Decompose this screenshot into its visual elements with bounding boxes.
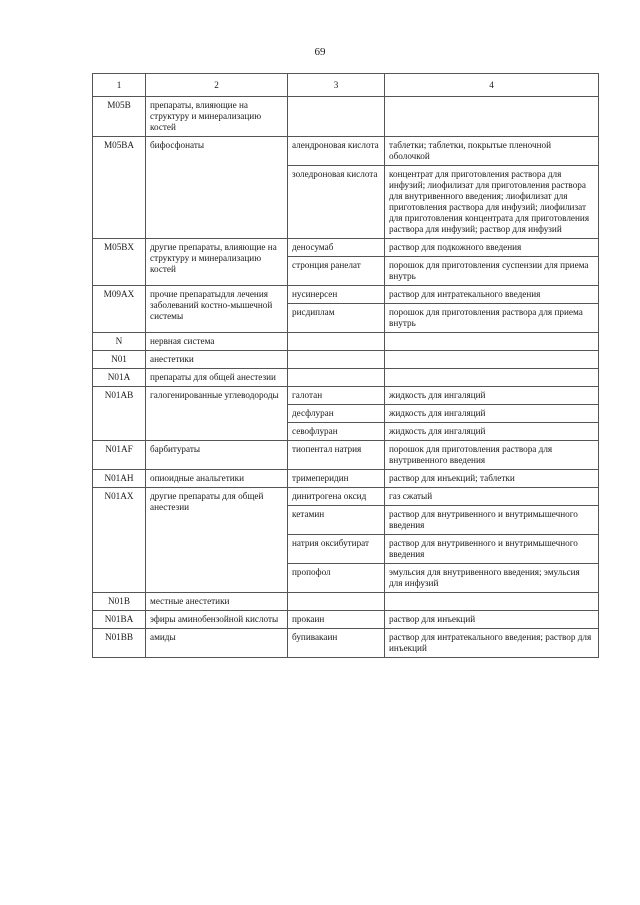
table-row [93, 333, 599, 351]
group-name-cell: анестетики [146, 351, 288, 369]
column-header: 3 [288, 74, 385, 97]
group-name-cell: барбитураты [146, 441, 288, 470]
table-row [93, 441, 599, 470]
group-name-cell: другие препараты, влияющие на структуру и минерализацию костей [146, 239, 288, 286]
table-body [93, 97, 599, 658]
dosage-form-cell: концентрат для приготовления раствора для инфузий; лиофилизат для приготовления раствора для внутривенного введения; лиофилизат для приготовления раствора для инфузий; лиофилизат для приготовления концентрата для приготовления раствора для инфузий; раствор для инфузий [385, 166, 599, 239]
drug-name-cell: бупивакаин [288, 629, 385, 658]
table-row [93, 470, 599, 488]
atc-code-cell: M05B [93, 97, 146, 137]
atc-code-cell: N01AB [93, 387, 146, 441]
group-name-cell: прочие препаратыдля лечения заболеваний костно-мышечной системы [146, 286, 288, 333]
drug-name-cell: пропофол [288, 564, 385, 593]
drug-name-cell [288, 97, 385, 137]
group-name-cell: амиды [146, 629, 288, 658]
atc-code-cell: N01AX [93, 488, 146, 593]
drug-name-cell: натрия оксибутират [288, 535, 385, 564]
dosage-form-cell: жидкость для ингаляций [385, 423, 599, 441]
dosage-form-cell: жидкость для ингаляций [385, 387, 599, 405]
dosage-form-cell: таблетки; таблетки, покрытые пленочной оболочкой [385, 137, 599, 166]
group-name-cell: нервная система [146, 333, 288, 351]
table-row [93, 351, 599, 369]
atc-code-cell: M05BX [93, 239, 146, 286]
drug-name-cell: динитрогена оксид [288, 488, 385, 506]
table-row [93, 629, 599, 658]
drug-name-cell: золедроновая кислота [288, 166, 385, 239]
table-header-row [93, 74, 599, 97]
dosage-form-cell: раствор для внутривенного и внутримышечного введения [385, 506, 599, 535]
atc-code-cell: M05BA [93, 137, 146, 239]
drug-name-cell [288, 369, 385, 387]
drug-name-cell: тримеперидин [288, 470, 385, 488]
atc-code-cell: N01 [93, 351, 146, 369]
drug-name-cell: севофлуран [288, 423, 385, 441]
atc-code-cell: N01B [93, 593, 146, 611]
drug-name-cell: стронция ранелат [288, 257, 385, 286]
drug-name-cell [288, 351, 385, 369]
group-name-cell: опиоидные анальгетики [146, 470, 288, 488]
drug-name-cell: деносумаб [288, 239, 385, 257]
table-row [93, 239, 599, 257]
drug-name-cell [288, 593, 385, 611]
table-row [93, 286, 599, 304]
table-row [93, 369, 599, 387]
table-row [93, 387, 599, 405]
atc-code-cell: N01BB [93, 629, 146, 658]
page-number: 69 [314, 46, 326, 58]
dosage-form-cell [385, 333, 599, 351]
drug-name-cell [288, 333, 385, 351]
column-header: 2 [146, 74, 288, 97]
atc-code-cell: M09AX [93, 286, 146, 333]
table-row [93, 593, 599, 611]
drug-name-cell: тиопентал натрия [288, 441, 385, 470]
dosage-form-cell: порошок для приготовления суспензии для приема внутрь [385, 257, 599, 286]
dosage-form-cell: жидкость для ингаляций [385, 405, 599, 423]
group-name-cell: галогенированные углеводороды [146, 387, 288, 441]
dosage-form-cell: порошок для приготовления раствора для внутривенного введения [385, 441, 599, 470]
dosage-form-cell: раствор для интратекального введения; раствор для инъекций [385, 629, 599, 658]
atc-code-cell: N01A [93, 369, 146, 387]
atc-code-cell: N [93, 333, 146, 351]
drug-table [92, 73, 599, 658]
dosage-form-cell: газ сжатый [385, 488, 599, 506]
dosage-form-cell [385, 351, 599, 369]
table-row [93, 137, 599, 166]
dosage-form-cell: эмульсия для внутривенного введения; эмульсия для инфузий [385, 564, 599, 593]
dosage-form-cell: порошок для приготовления раствора для приема внутрь [385, 304, 599, 333]
atc-code-cell: N01AH [93, 470, 146, 488]
table-row [93, 611, 599, 629]
dosage-form-cell [385, 369, 599, 387]
drug-name-cell: рисдиплам [288, 304, 385, 333]
drug-name-cell: нусинерсен [288, 286, 385, 304]
drug-name-cell: кетамин [288, 506, 385, 535]
table-row [93, 97, 599, 137]
column-header: 1 [93, 74, 146, 97]
dosage-form-cell: раствор для инъекций; таблетки [385, 470, 599, 488]
atc-code-cell: N01AF [93, 441, 146, 470]
dosage-form-cell: раствор для подкожного введения [385, 239, 599, 257]
drug-name-cell: галотан [288, 387, 385, 405]
dosage-form-cell [385, 97, 599, 137]
dosage-form-cell: раствор для инъекций [385, 611, 599, 629]
group-name-cell: другие препараты для общей анестезии [146, 488, 288, 593]
dosage-form-cell [385, 593, 599, 611]
column-header: 4 [385, 74, 599, 97]
atc-code-cell: N01BA [93, 611, 146, 629]
drug-name-cell: десфлуран [288, 405, 385, 423]
group-name-cell: бифосфонаты [146, 137, 288, 239]
group-name-cell: эфиры аминобензойной кислоты [146, 611, 288, 629]
drug-name-cell: прокаин [288, 611, 385, 629]
group-name-cell: местные анестетики [146, 593, 288, 611]
dosage-form-cell: раствор для интратекального введения [385, 286, 599, 304]
drug-name-cell: алендроновая кислота [288, 137, 385, 166]
group-name-cell: препараты для общей анестезии [146, 369, 288, 387]
table-row [93, 488, 599, 506]
group-name-cell: препараты, влияющие на структуру и минерализацию костей [146, 97, 288, 137]
dosage-form-cell: раствор для внутривенного и внутримышечного введения [385, 535, 599, 564]
